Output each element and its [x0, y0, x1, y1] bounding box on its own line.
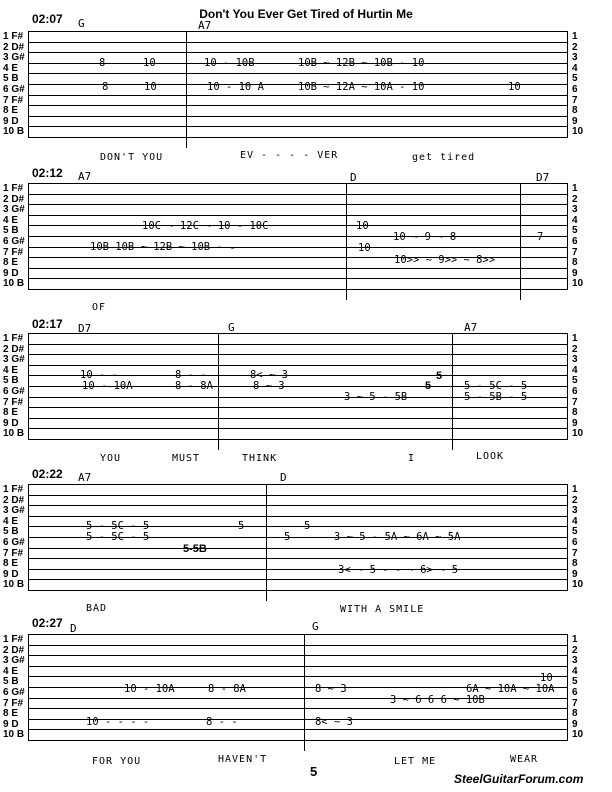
string-line: [3, 729, 584, 741]
string-number: 3: [572, 505, 578, 517]
tab-note: 10 - - - -: [86, 716, 150, 728]
string-number: 2: [572, 193, 578, 205]
string-label: 4 E: [3, 62, 19, 74]
string-label: 7 F#: [3, 94, 24, 106]
string-label: 5 B: [3, 676, 19, 688]
string-line: [3, 428, 584, 440]
lyric: HAVEN'T: [218, 754, 268, 765]
chord-label: G: [78, 17, 85, 30]
string-number: 8: [572, 708, 578, 720]
tab-note: 10 ~ 9 ~ 8: [393, 231, 457, 243]
string-line: [3, 655, 578, 667]
string-number: 5: [572, 526, 578, 538]
string-label: 7 F#: [3, 697, 24, 709]
string-number: 1: [572, 183, 578, 194]
tab-note-bold: 5: [425, 380, 432, 392]
string-number: 10: [572, 278, 584, 290]
string-label: 5 B: [3, 73, 19, 85]
tab-note: 8: [99, 57, 106, 69]
string-label: 2 D#: [3, 41, 25, 53]
footer-watermark: SteelGuitarForum.com: [454, 772, 584, 786]
string-label: 8 E: [3, 105, 19, 117]
string-number: 5: [572, 375, 578, 387]
string-number: 6: [572, 686, 578, 698]
bar-line: [452, 333, 453, 450]
tab-note: 3< ~ 5 - - ~ 6> ~ 5: [338, 564, 459, 576]
string-label: 7 F#: [3, 396, 24, 408]
string-label: 6 G#: [3, 536, 25, 548]
string-number: 6: [572, 536, 578, 548]
string-number: 10: [572, 126, 584, 138]
chord-label: D7: [536, 171, 550, 184]
bar-line: [346, 183, 347, 300]
tab-staff: [3, 183, 584, 290]
string-label: 8 E: [3, 407, 19, 419]
string-label: 10 B: [3, 278, 25, 290]
string-label: 4 E: [3, 515, 19, 527]
string-label: 9 D: [3, 115, 19, 127]
tab-note: 10: [540, 672, 553, 684]
string-number: 4: [572, 214, 578, 226]
string-number: 9: [572, 115, 578, 127]
string-number: 7: [572, 547, 578, 559]
string-number: 9: [572, 718, 578, 730]
tab-note: 5: [284, 531, 291, 543]
tab-note: 10C ~ 12C ~ 10 - 10C: [142, 220, 269, 232]
bar-line: [520, 183, 521, 300]
tab-note: 8 - 8A: [208, 683, 246, 695]
string-label: 4 E: [3, 665, 19, 677]
lyric: get tired: [412, 152, 476, 163]
lyric: WEAR: [510, 754, 539, 765]
chord-label: D: [280, 471, 287, 484]
string-number: 4: [572, 665, 578, 677]
tab-note: 5 - 5C - 5: [86, 531, 150, 543]
string-number: 2: [572, 41, 578, 53]
string-line: [3, 214, 578, 227]
string-number: 9: [572, 267, 578, 279]
string-line: [3, 644, 578, 657]
string-number: 3: [572, 204, 578, 216]
lyric: OF: [92, 302, 107, 313]
chord-label: G: [228, 321, 235, 334]
string-line: [3, 407, 578, 419]
string-label: 8 E: [3, 558, 19, 570]
string-label: 4 E: [3, 214, 19, 226]
string-label: 1 F#: [3, 634, 24, 645]
string-number: 8: [572, 105, 578, 117]
string-line: [3, 505, 578, 517]
tab-note: 10: [508, 81, 521, 93]
string-number: 3: [572, 52, 578, 64]
tab-note: 5 - 5C - 5: [86, 520, 150, 532]
tab-note: 10: [143, 57, 156, 69]
string-number: 2: [572, 644, 578, 656]
string-line: [3, 333, 578, 345]
string-line: [3, 417, 578, 430]
tab-note: 3 ~ 5 - 5A ~ 6A ~ 5A: [334, 531, 461, 543]
string-number: 5: [572, 225, 578, 237]
string-label: 10 B: [3, 126, 25, 138]
bar-line: [304, 634, 305, 751]
string-line: [3, 354, 578, 366]
string-line: [3, 126, 584, 138]
tab-note: 8 ~ 3: [253, 380, 285, 392]
string-line: [3, 494, 578, 507]
tab-note: 8< ~ 3: [250, 369, 288, 381]
string-line: [3, 94, 578, 107]
string-label: 1 F#: [3, 31, 24, 42]
string-line: [3, 41, 578, 54]
tab-note: 10>> ~ 9>> ~ 8>>: [394, 254, 496, 266]
string-number: 9: [572, 417, 578, 429]
tab-note: 3 ~ 5 - 5B: [344, 391, 408, 403]
bar-line: [266, 484, 267, 601]
string-label: 10 B: [3, 729, 25, 741]
tab-note: 8 - 8A: [175, 380, 213, 392]
string-label: 3 G#: [3, 204, 25, 216]
tab-note: 8 - -: [206, 716, 238, 728]
tab-note: 10B ~ 12A ~ 10A - 10: [298, 81, 425, 93]
tab-note: 10 - 10B: [204, 57, 255, 69]
string-number: 1: [572, 634, 578, 645]
string-label: 1 F#: [3, 183, 24, 194]
string-label: 10 B: [3, 428, 25, 440]
lyric: BAD: [86, 603, 108, 614]
tab-note: 5: [238, 520, 245, 532]
tab-note-bold: 5: [436, 370, 443, 382]
string-label: 3 G#: [3, 354, 25, 366]
tab-note: 10: [356, 220, 369, 232]
string-label: 9 D: [3, 267, 19, 279]
string-number: 1: [572, 31, 578, 42]
timestamp: 02:12: [32, 166, 63, 180]
string-label: 3 G#: [3, 505, 25, 517]
tab-note: 3 ~ 6 6 6 ~ 10B: [390, 694, 485, 706]
string-label: 8 E: [3, 257, 19, 269]
string-line: [3, 697, 578, 710]
tab-note: 10: [144, 81, 157, 93]
lyric: WITH A SMILE: [340, 604, 425, 615]
tab-note: 8: [102, 81, 109, 93]
lyric: EV - - - - VER: [240, 150, 339, 161]
chord-label: A7: [198, 19, 212, 32]
string-label: 2 D#: [3, 193, 25, 205]
string-line: [3, 558, 578, 570]
string-number: 8: [572, 558, 578, 570]
string-number: 6: [572, 83, 578, 95]
page-number: 5: [310, 764, 318, 779]
string-number: 7: [572, 396, 578, 408]
chord-label: D: [350, 171, 357, 184]
string-label: 7 F#: [3, 246, 24, 258]
string-number: 8: [572, 407, 578, 419]
bar-line: [186, 31, 187, 148]
string-number: 4: [572, 364, 578, 376]
tab-note: 10 - 10 A: [207, 81, 264, 93]
string-number: 9: [572, 568, 578, 580]
string-number: 3: [572, 354, 578, 366]
tab-note: 5: [304, 520, 311, 532]
lyric: YOU: [100, 453, 122, 464]
timestamp: 02:07: [32, 12, 63, 26]
tab-note: 6A ~ 10A ~ 10A: [466, 683, 555, 695]
string-line: [3, 634, 578, 646]
string-label: 6 G#: [3, 83, 25, 95]
timestamp: 02:27: [32, 616, 63, 630]
string-label: 8 E: [3, 708, 19, 720]
string-line: [3, 31, 578, 43]
string-line: [3, 267, 578, 280]
string-number: 1: [572, 484, 578, 495]
tab-note: 10B 10B ~ 12B ~ 10B - ⌣: [90, 241, 236, 253]
string-line: [3, 225, 578, 237]
string-label: 4 E: [3, 364, 19, 376]
song-title: Don't You Ever Get Tired of Hurtin Me: [199, 7, 413, 21]
chord-label: A7: [464, 321, 478, 334]
tab-note-bold: 5-5B: [183, 543, 207, 555]
lyric: LET ME: [394, 756, 437, 767]
string-line: [3, 568, 578, 581]
string-number: 10: [572, 428, 584, 440]
string-number: 2: [572, 494, 578, 506]
chord-label: A7: [78, 170, 92, 183]
chord-label: G: [312, 620, 319, 633]
chord-label: A7: [78, 471, 92, 484]
string-line: [3, 665, 578, 678]
string-number: 10: [572, 579, 584, 591]
string-line: [3, 343, 578, 356]
string-line: [3, 278, 584, 290]
string-number: 8: [572, 257, 578, 269]
string-number: 6: [572, 235, 578, 247]
lyric: I: [408, 453, 416, 464]
string-label: 6 G#: [3, 235, 25, 247]
string-label: 7 F#: [3, 547, 24, 559]
chord-label: D7: [78, 322, 92, 335]
string-line: [3, 115, 578, 128]
string-line: [3, 579, 584, 591]
lyric: FOR YOU: [92, 756, 142, 767]
chord-label: D: [70, 622, 77, 635]
string-label: 1 F#: [3, 484, 24, 495]
tab-note: 5 - 5B - 5: [464, 391, 528, 403]
string-label: 9 D: [3, 718, 19, 730]
tab-note: 8 ~ 3: [315, 683, 347, 695]
tab-note: 10: [358, 242, 371, 254]
string-number: 5: [572, 73, 578, 85]
tab-note: 5 - 5C - 5: [464, 380, 528, 392]
string-label: 3 G#: [3, 52, 25, 64]
string-label: 9 D: [3, 568, 19, 580]
string-line: [3, 484, 578, 496]
string-line: [3, 204, 578, 216]
string-line: [3, 193, 578, 206]
string-number: 6: [572, 385, 578, 397]
tab-note: 10B ~ 12B ~ 10B - 10: [298, 57, 425, 69]
string-label: 2 D#: [3, 644, 25, 656]
tab-note: 8< ~ 3: [315, 716, 353, 728]
string-number: 1: [572, 333, 578, 344]
string-label: 3 G#: [3, 655, 25, 667]
lyric: DON'T YOU: [100, 152, 164, 163]
string-number: 4: [572, 515, 578, 527]
tab-note: 8 - -: [175, 369, 207, 381]
string-line: [3, 183, 578, 195]
string-label: 5 B: [3, 375, 19, 387]
lyric: LOOK: [476, 451, 505, 462]
timestamp: 02:22: [32, 467, 63, 481]
string-label: 6 G#: [3, 385, 25, 397]
string-label: 5 B: [3, 526, 19, 538]
string-number: 4: [572, 62, 578, 74]
tab-note: 10 - 10A: [82, 380, 133, 392]
string-label: 6 G#: [3, 686, 25, 698]
string-line: [3, 105, 578, 117]
tab-note: 7: [537, 231, 544, 243]
timestamp: 02:17: [32, 317, 63, 331]
string-label: 9 D: [3, 417, 19, 429]
string-label: 1 F#: [3, 333, 24, 344]
string-label: 5 B: [3, 225, 19, 237]
string-number: 3: [572, 655, 578, 667]
tab-note: 10 - 10A: [124, 683, 175, 695]
string-label: 10 B: [3, 579, 25, 591]
string-line: [3, 547, 578, 560]
tab-note: 10 - -: [80, 369, 118, 381]
string-number: 2: [572, 343, 578, 355]
lyric: MUST: [172, 453, 201, 464]
string-number: 7: [572, 94, 578, 106]
lyric: THINK: [242, 453, 278, 464]
string-number: 7: [572, 246, 578, 258]
string-label: 2 D#: [3, 494, 25, 506]
string-number: 10: [572, 729, 584, 741]
bar-line: [218, 333, 219, 450]
string-label: 2 D#: [3, 343, 25, 355]
string-number: 5: [572, 676, 578, 688]
string-number: 7: [572, 697, 578, 709]
